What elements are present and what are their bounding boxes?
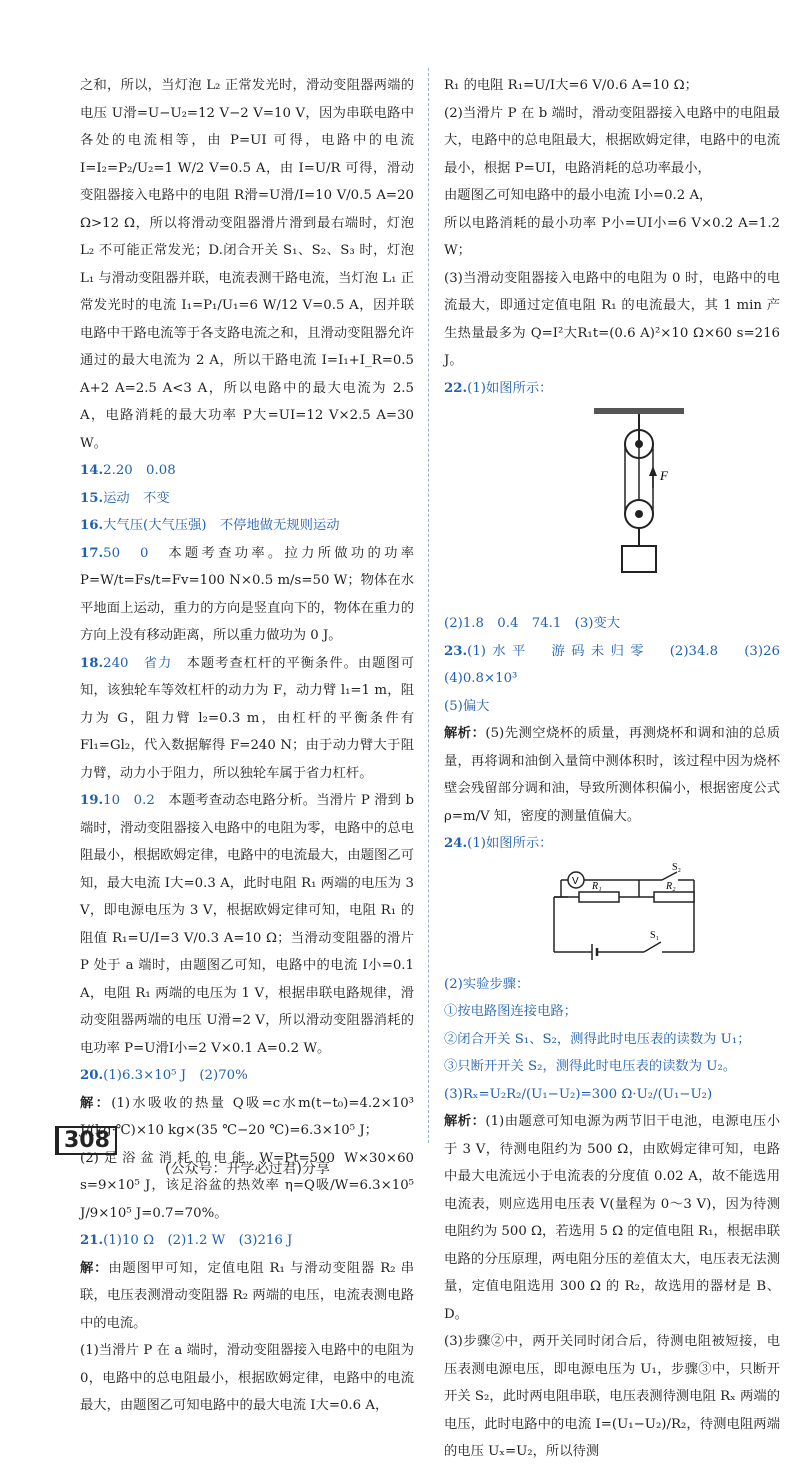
question-number: 22.: [444, 380, 468, 396]
question-number: 19.: [80, 793, 104, 808]
question-answer: [80, 650, 414, 788]
answer-text: 大气压(大气压强) 不停地做无规则运动: [103, 518, 340, 533]
force-arrow: [649, 466, 657, 476]
footer-credit: (公众号：升学必过君)分享: [165, 1161, 330, 1177]
question-number: 23.: [444, 643, 468, 659]
paragraph: [444, 1108, 780, 1328]
answer-text: (1)6.3×10⁵ J (2)70%: [103, 1068, 248, 1083]
column-divider: [428, 68, 429, 1143]
text-line: R₁ 的电阻 R₁=U/I大=6 V/0.6 A=10 Ω；: [444, 78, 698, 93]
paragraph-text: (1)水吸收的热量 Q吸=c水m(t−t₀)=4.2×10³ J/(kg·℃)×10 kg×(35 ℃−20 ℃)=6.3×10⁵ J；: [80, 1095, 415, 1138]
question-answer: [444, 375, 780, 403]
answer-text: (1)水平 游码未归零 (2)34.8 (3)26 (4)0.8×10³: [444, 643, 794, 686]
text-line: 所以电路消耗的最小功率 P小=UI小=6 V×0.2 A=1.2 W；: [444, 215, 780, 258]
paragraph: [444, 265, 780, 375]
answer-line: (2)实验步骤：: [444, 976, 530, 992]
question-number: 14.: [80, 463, 104, 478]
question-answer: [80, 1062, 414, 1090]
question-number: 16.: [80, 518, 104, 533]
text-line: 由题图乙可知电路中的最小电流 I小=0.2 A，: [444, 188, 713, 203]
right-column: [444, 72, 794, 1466]
question-answer: [80, 485, 414, 513]
explanation-text: 本题考查动态电路分析。当滑片 P 滑到 b 端时，滑动变阻器接入电路中的电阻为零，电路中的总电阻最小，根据欧姆定律，电路中的电流最大，由题图乙可知，最大电流 I大=0.3 A，此时电阻 R₁ 两端的电压为 3 V，即电源电压为 3 V，根据欧姆定律可知，电阻 R₁ 的阻值 R₁=U/I=3 V/0.3 A=10 Ω；当滑动变阻器的滑片 P 处于 a 端时，由题图乙可知，电路中的电流 I小=0.1 A，电阻 R₁ 两端的电压为 1 V，根据串联电路规律，滑动变阻器两端的电压 U滑=2 V，所以滑动变阻器消耗的电功率 P=U滑I小=2 V×0.1 A=0.2 W。: [80, 793, 415, 1056]
resistor-r2: [654, 892, 694, 902]
answer-text: 50 0: [103, 545, 149, 561]
paragraph: [444, 1328, 780, 1466]
question-number: 18.: [80, 655, 104, 671]
question-number: 15.: [80, 490, 104, 506]
question-number: 24.: [444, 836, 468, 851]
question-answer: [80, 512, 414, 540]
answer-line: ③只断开开关 S₂，测得此时电压表的读数为 U₂。: [444, 1059, 737, 1074]
paragraph-text: (1)当滑片 P 在 a 端时，滑动变阻器接入电路中的电阻为 0，电路中的总电阻最小，根据欧姆定律，电路中的电流最大，由题图乙可知电路中的最大电流 I大=0.6 A，: [80, 1343, 414, 1413]
answer-line: (5)偏大: [444, 698, 490, 714]
answer-line: ②闭合开关 S₁、S₂，测得此时电压表的读数为 U₁；: [444, 1031, 751, 1047]
answer-text: 10 0.2: [103, 793, 155, 808]
paragraph: [80, 1145, 414, 1228]
solution-label: 解：: [80, 1260, 109, 1276]
paragraph-text: (3)当滑动变阻器接入电路中的电阻为 0 时，电路中的电流最大，即通过定值电阻 R₁ 的电流最大，其 1 min 产生热量最多为 Q=I²大R₁t=(0.6 A)²×10 Ω×60 s=216 J。: [444, 270, 780, 368]
resistor-r1: [579, 892, 619, 902]
solution-label: 解析：: [444, 726, 486, 741]
paragraph-text: (1)由题意可知电源为两节旧干电池，电源电压小于 3 V，待测电阻约为 500 Ω，由欧姆定律可知，电路中最大电流远小于电流表的分度值 0.02 A，故不能选用电流表，则应选用电压表 V(量程为 0～3 V)，因为待测电阻约为 500 Ω，若选用 5 Ω 的定值电阻 R₁，根据串联电路的分压原理，两电阻分压的差值太大，电压表无法测量，定值电阻选用 300 Ω 的 R₂，故选用的器材是 B、D。: [444, 1114, 780, 1322]
paragraph-text: (5)先测空烧杯的质量，再测烧杯和调和油的总质量，再将调和油倒入量筒中测体积时，该过程中因为烧杯壁会残留部分调和油，导致所测体积偏小，根据密度公式 ρ=m/V 知，密度的测量值偏大。: [444, 726, 780, 824]
paragraph-text: (3)步骤②中，两开关同时闭合后，待测电阻被短接，电压表测电源电压，即电源电压为 U₁，步骤③中，只断开开关 S₂，此时两电阻串联，电压表测待测电阻 Rₓ 两端的电压，此时电路中的电流 I=(U₁−U₂)/R₂，待测电阻两端的电压 Uₓ=U₂，所以待测: [444, 1334, 780, 1459]
svg-text:S₁: S₁: [650, 929, 660, 941]
question-number: 21.: [80, 1233, 104, 1248]
explanation-text: 本题考查杠杆的平衡条件。由题图可知，该独轮车等效杠杆的动力为 F，动力臂 l₁=1 m，阻力为 G，阻力臂 l₂=0.3 m，由杠杆的平衡条件有 Fl₁=Gl₂，代入数据解得 F=240 N；由于动力臂大于阻力臂，动力小于阻力，所以独轮车属于省力杠杆。: [80, 655, 415, 781]
question-answer: [80, 457, 414, 485]
answer-line: (2)1.8 0.4 74.1 (3)变大: [444, 616, 621, 631]
weight-block: [622, 546, 656, 572]
switch-s1: [644, 942, 661, 952]
answer-text: (1)如图所示：: [467, 836, 553, 851]
svg-text:R₁: R₁: [592, 880, 602, 892]
page-number: 308: [55, 1126, 117, 1155]
circuit-diagram: [544, 862, 704, 967]
paragraph: [80, 1255, 414, 1338]
question-number: 17.: [80, 545, 104, 561]
answer-text: 2.20 0.08: [103, 463, 176, 478]
question-answer: [444, 830, 780, 858]
pulley-figure: [584, 406, 694, 606]
answer-line: (3)Rₓ=U₂R₂/(U₁−U₂)=300 Ω·U₂/(U₁−U₂): [444, 1086, 713, 1102]
paragraph: [80, 1337, 414, 1420]
explanation-text: 本题考查功率。拉力所做功的功率 P=W/t=Fs/t=Fv=100 N×0.5 m/s=50 W；物体在水平地面上运动，重力的方向是竖直向下的，物体在重力的方向上没有移动距离，所以重力做功为 0 J。: [80, 545, 414, 643]
question-answer: [444, 638, 794, 693]
question-answer: [80, 1227, 414, 1255]
switch-s2: [662, 872, 677, 880]
answer-line: ①按电路图连接电路；: [444, 1004, 577, 1019]
force-label: F: [660, 468, 668, 483]
paragraph: [80, 1090, 414, 1145]
question-answer: [80, 540, 414, 650]
svg-text:R₂: R₂: [666, 880, 676, 892]
solution-label: 解：: [80, 1095, 112, 1111]
paragraph-text: 之和，所以，当灯泡 L₂ 正常发光时，滑动变阻器两端的电压 U滑=U−U₂=12 V−2 V=10 V，因为串联电路中各处的电流相等，由 P=UI 可得，电路中的电流 I=I₂=P₂/U₂=1 W/2 V=0.5 A，由 I=U/R 可得，滑动变阻器接入电路中的电阻 R滑=U滑/I=10 V/0.5 A=20 Ω>12 Ω，所以将滑动变阻器滑片滑到最右端时，灯泡 L₂ 不可能正常发光；D.闭合开关 S₁、S₂、S₃ 时，灯泡 L₁ 与滑动变阻器并联，电流表测干路电流，当灯泡 L₁ 正常发光时的电流 I₁=P₁/U₁=6 W/12 V=0.5 A，因并联电路中干路电流等于各支路电流之和，且滑动变阻器允许通过的最大电流为 2 A，所以干路电流 I=I₁+I_R=0.5 A+2 A=2.5 A<3 A，所以电路中的最大电流为 2.5 A，电路消耗的最大功率 P大=UI=12 V×2.5 A=30 W。: [80, 78, 414, 451]
question-answer: [80, 787, 414, 1062]
answer-text: 240 省力: [103, 655, 173, 671]
paragraph-text: (2)当滑片 P 在 b 端时，滑动变阻器接入电路中的电阻最大，电路中的总电阻最大，根据欧姆定律，电路中的电流最小，根据 P=UI，电路消耗的总功率最小，: [444, 105, 780, 176]
question-number: 20.: [80, 1068, 104, 1083]
answer-text: (1)如图所示：: [467, 380, 553, 396]
solution-label: 解析：: [444, 1114, 486, 1129]
paragraph-text: (2)足浴盆消耗的电能 W=Pt=500 W×30×60 s=9×10⁵ J，该足浴盆的热效率 η=Q吸/W=6.3×10⁵ J/9×10⁵ J=0.7=70%。: [80, 1150, 414, 1221]
paragraph-text: 由题图甲可知，定值电阻 R₁ 与滑动变阻器 R₂ 串联，电压表测滑动变阻器 R₂ 两端的电压，电流表测电路中的电流。: [80, 1260, 414, 1331]
left-column: [80, 72, 414, 1420]
answer-text: 运动 不变: [103, 490, 170, 506]
svg-text:S₂: S₂: [672, 861, 682, 873]
paragraph: [444, 720, 780, 830]
svg-text:V: V: [572, 875, 579, 887]
ceiling: [594, 408, 684, 414]
paragraph: [444, 100, 780, 183]
answer-text: (1)10 Ω (2)1.2 W (3)216 J: [103, 1233, 293, 1248]
paragraph: [80, 72, 414, 457]
